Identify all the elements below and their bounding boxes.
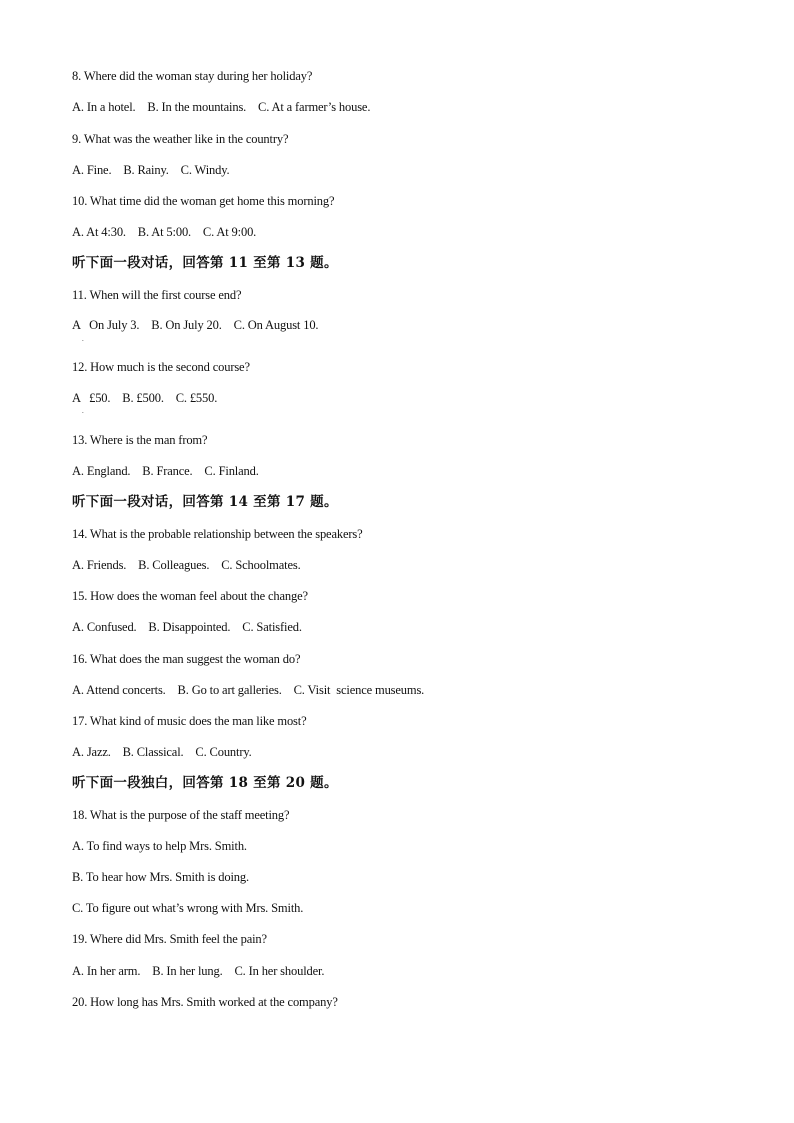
question-18: 18. What is the purpose of the staff meeting? <box>72 808 290 822</box>
options-13: A. England. B. France. C. Finland. <box>72 464 259 478</box>
options-17: A. Jazz. B. Classical. C. Country. <box>72 745 252 759</box>
options-9: A. Fine. B. Rainy. C. Windy. <box>72 163 230 177</box>
question-17: 17. What kind of music does the man like most? <box>72 714 307 728</box>
section-heading-11-13: 听下面一段对话，回答第 11 至第 13 题。 <box>72 255 338 271</box>
options-19: A. In her arm. B. In her lung. C. In her shoulder. <box>72 964 325 978</box>
option-18-c: C. To figure out what’s wrong with Mrs. Smith. <box>72 901 304 915</box>
question-9: 9. What was the weather like in the country? <box>72 132 289 146</box>
question-10: 10. What time did the woman get home this morning? <box>72 194 335 208</box>
question-12: 12. How much is the second course? <box>72 360 250 374</box>
stray-mark: . <box>82 407 84 415</box>
option-18-b: B. To hear how Mrs. Smith is doing. <box>72 870 249 884</box>
options-16: A. Attend concerts. B. Go to art galleries. C. Visit science museums. <box>72 683 425 697</box>
question-13: 13. Where is the man from? <box>72 433 208 447</box>
section-heading-18-20: 听下面一段独白，回答第 18 至第 20 题。 <box>72 775 338 791</box>
question-16: 16. What does the man suggest the woman do? <box>72 652 301 666</box>
question-11: 11. When will the first course end? <box>72 288 242 302</box>
options-12: A £50. B. £500. C. £550. <box>72 391 218 405</box>
options-8: A. In a hotel. B. In the mountains. C. At a farmer’s house. <box>72 100 371 114</box>
options-10: A. At 4:30. B. At 5:00. C. At 9:00. <box>72 225 257 239</box>
option-18-a: A. To find ways to help Mrs. Smith. <box>72 839 247 853</box>
section-heading-14-17: 听下面一段对话，回答第 14 至第 17 题。 <box>72 494 338 510</box>
options-15: A. Confused. B. Disappointed. C. Satisfied. <box>72 620 302 634</box>
question-8: 8. Where did the woman stay during her holiday? <box>72 69 313 83</box>
options-11: A On July 3. B. On July 20. C. On August 10. <box>72 318 319 332</box>
question-20: 20. How long has Mrs. Smith worked at the company? <box>72 995 338 1009</box>
stray-mark: . <box>82 335 84 343</box>
question-15: 15. How does the woman feel about the change? <box>72 589 308 603</box>
options-14: A. Friends. B. Colleagues. C. Schoolmates. <box>72 558 301 572</box>
question-14: 14. What is the probable relationship between the speakers? <box>72 527 363 541</box>
question-19: 19. Where did Mrs. Smith feel the pain? <box>72 932 267 946</box>
